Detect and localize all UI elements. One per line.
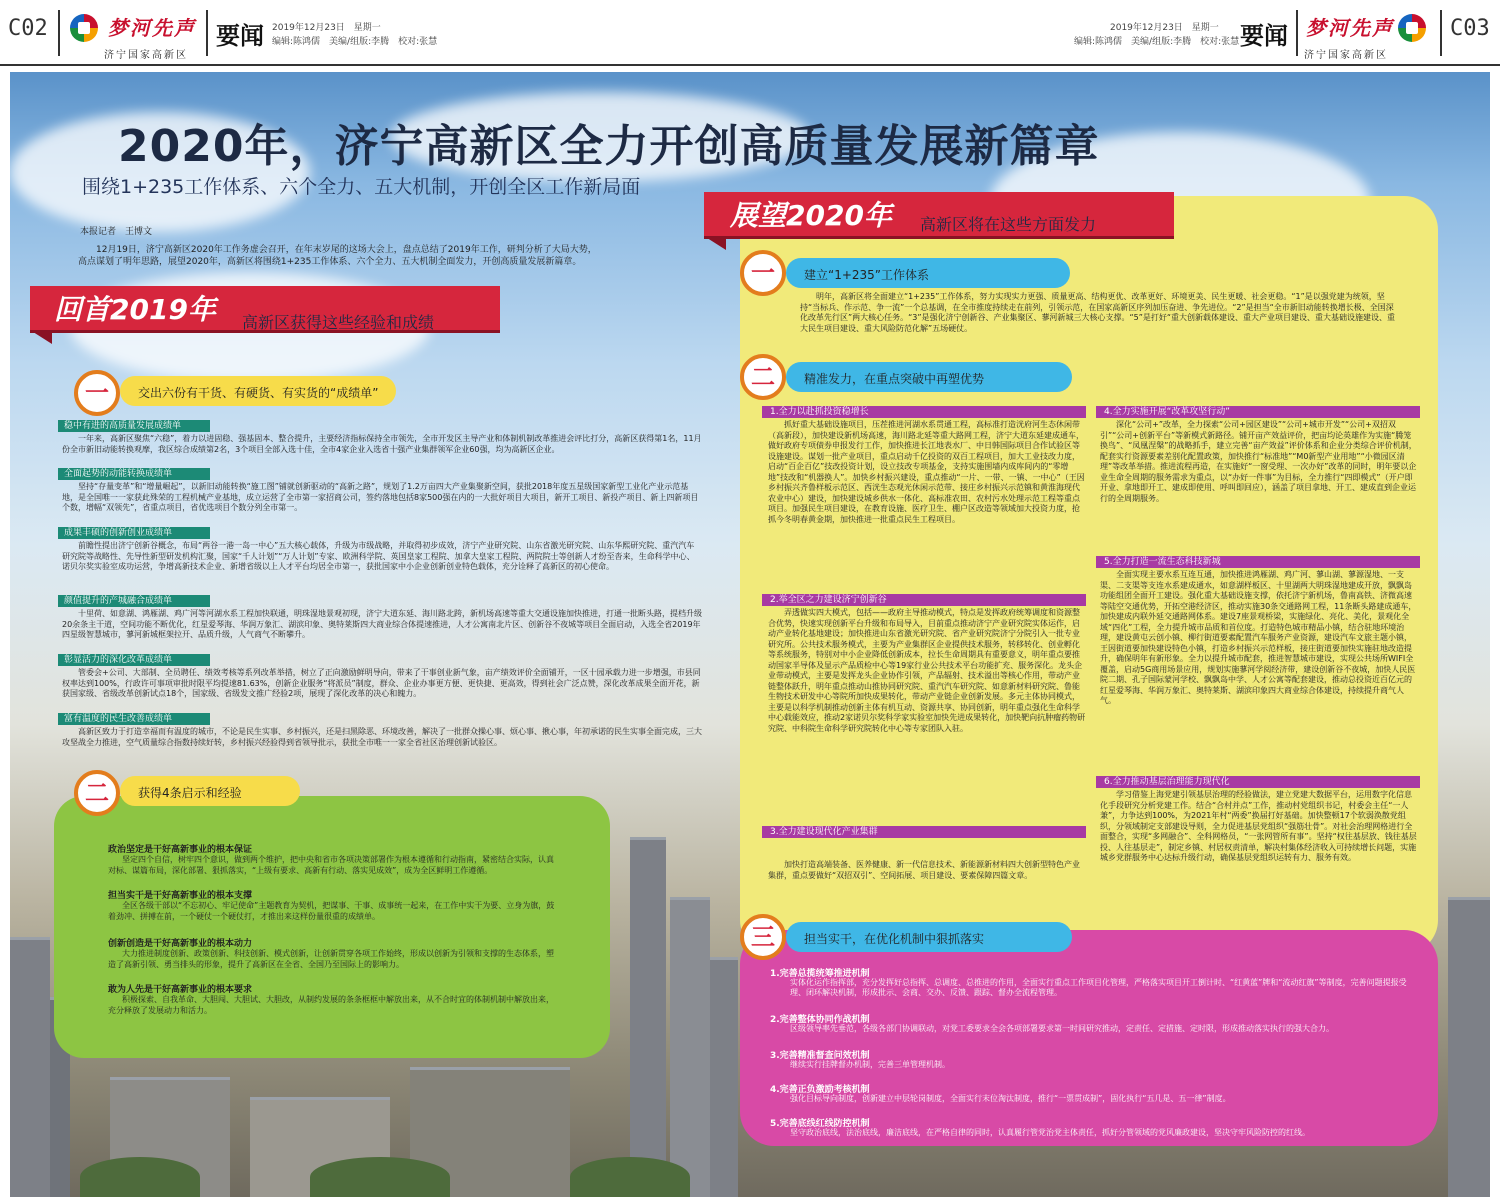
mechanism-title-2: 2.完善整体协同作战机制 (770, 1015, 870, 1025)
task-text-6: 学习借鉴上海党建引领基层治理的经验做法，建立党建大数据平台，运用数字化信息化手段研究分析党建工作。结合“合村并点”工作，推动村党组织书记，村委会主任“一人兼”，力争达到100%，为2021年村“两委”换届打好基础。加快整顿17个软弱涣散党组织，分领域制定支部建设导则，全力促进基层党组织“强筋壮骨”。对社会治理网格进行全面整合，实现“多网融合”、全科网格员，“一张网管所有事”。坚持“权往基层放、钱往基层投、人往基层走”，制定乡镇、村居权责清单，解决村集体经济收入可持续增长问题，实施城乡党群服务中心达标升级行动，确保基层党组织运转有力、服务有效。 (1100, 790, 1417, 862)
building (630, 837, 666, 1197)
mechanism-title-4: 4.完善正负激励考核机制 (770, 1085, 870, 1095)
banner-fold (30, 330, 52, 344)
divider (58, 10, 60, 56)
intro-paragraph: 12月19日，济宁高新区2020年工作务虚会召开，在年末岁尾的这场大会上，盘点总结了2019年工作，研判分析了大局大势，高点谋划了明年思路，展望2020年，高新区将围绕1+235工作体系、六个全力、五大机制全面发力，开创高质量发展新篇章。 (78, 245, 597, 267)
paper-sub: 济宁国家高新区 (1304, 50, 1388, 61)
achievement-text-3: 前瞻性提出济宁创新谷概念，布局“两谷一港一岛一中心”五大核心载体，升级为市级战略，并取得初步成效，济宁产业研究院、山东省激光研究院、山东华熙研究院、重汽汽车研究院等战略性、先导性新型研发机构汇聚，国家“千人计划”“万人计划”专家、欧洲科学院、英国皇家工程院、加拿大皇家工程院、两院院士等创新人才纷至沓来，生命科学中心、诺贝尔奖实验室成功运营，争增高新技术企业、新增省级以上人才平台均居全市第一，获批国家中小企业创新创业特色载体，充分诠释了高新区的初心使命。 (62, 541, 695, 571)
task-text-4: 深化“公司+”改革，全力探索“公司+园区建设”“公司+城市开发”“公司+双招双引”“公司+创新平台”等新模式新路径。铺开亩产效益评价，把亩均论英雄作为实施“腾笼换鸟”、“凤凰涅槃”的战略抓手，建立完善“亩产效益”评价体系和企业分类综合评价机制，配套实行资源要素差别化配置政策，加快推行“标准地”“M0新型产业用地”“小微园区清理”等改革举措。推进流程再造，在实施好“一窗受理、一次办好”改革的同时，明年要以企业生命全周期的服务需求为重点，以“办好一件事”为目标，全力推行“四即模式”（开户即开业、拿地即开工、建成即使用、呼叫即回应），涵盖了项目拿地、开工、建成直到企业运行的全周期服务。 (1100, 420, 1417, 503)
building (710, 957, 738, 1197)
lesson-text-3: 大力推进制度创新、政策创新、科技创新、模式创新，让创新贯穿各项工作始终，形成以创新为引领和支撑的生态体系，塑造了高新引领、勇当排头的形象，提升了高新区在全省、全国乃至国际上的影响力。 (108, 949, 554, 969)
outlook-1-pill: 建立“1+235”工作体系 (786, 258, 1070, 288)
achievement-text-5: 管委会+公司、大部制、全员聘任、绩效考核等系列改革举措，树立了正向激励鲜明导向，带来了干事创业新气象，亩产绩效评价全面铺开，一区十园承载力进一步增强，市县同权率达到100%，行政许可事项审批时限平均提速81.63%，创新企业服务“将派员”制度，群众、企业办事更方便、更快捷、更高效，得到社会广泛点赞，深化改革成果全面开花，新获国家级、省级改革创新试点18个，国家级、省级发文推广经验2项，展现了深化改革的决心和魄力。 (62, 668, 701, 698)
task-text-1: 抓好重大基础设施项目，压茬推进河湖水系贯通工程，高标准打造洸府河生态休闲带（高新段），加快建设新机场高速，海川路北延等重大路网工程，济宁大道东延建成通车，做好政府专项债券申报发行工作，加快推进长江地表水厂、中日韩国际项目合作试验区等设施建设。谋划一批产业项目，重点启动千亿投资的双百工程项目，加大工业技改力度，启动“百企百亿”技改投资计划，设立技改专项基金，支持实施围墙内成库间内的“零增地”技改和“机器换人”。加快乡村振兴建设，重点推动“一片、一带、一镇、一中心”（王因乡村振兴齐鲁样板示范区、西洸生态观光休闲示范带、接庄乡村振兴示范镇和黄淮海现代农业中心）建设，加快建设城乡供水一体化、高标准农田、农村污水处理示范工程等重点项目。加强民生项目建设，在教育设施、医疗卫生、棚户区改造等领域加大投资力度，抢抓今冬明春黄金期，加快推进一批重点民生工程项目。 (768, 420, 1085, 524)
building (10, 937, 50, 1197)
headline-title: 2020年，济宁高新区全力开创高质量发展新篇章 (118, 121, 1100, 172)
achievement-bar-4: 颜值提升的产城融合成绩单 (58, 595, 210, 607)
tree (570, 1157, 690, 1197)
mechanism-title-5: 5.完善底线红线防控机制 (770, 1119, 870, 1129)
reporter-byline: 本报记者 王博文 (80, 227, 153, 237)
task-bar-2: 2.举全区之力建设济宁创新谷 (762, 594, 1086, 606)
paper-name: 梦河先声 (1306, 16, 1394, 40)
outlook-1-text: 明年，高新区将全面建立“1+235”工作体系，努力实现实力更强、质量更高、结构更优、改革更好、环境更美、民生更暖、社会更稳。“1”是以强党建为统领，坚持“当标兵、作示范、争一流”一个总基调，在全市推度持续走在前列，引领示范，在国家高新区序列加压奋进、争先进位。“2”是担当“全市新旧动能转换增长极、全国深化改革先行区”两大核心任务。“3”是强化济宁创新谷、产业集聚区、蓼河新城三大核心支撑。“5”是打好“重大创新载体建设、重大产业项目建设、重大基础设施建设、重大民生项目建设、重大风险防范化解”五场硬仗。 (800, 292, 1396, 333)
task-text-5: 全面实现主要水系互连互通，加快推进鸿雁湖、鸡广河、蓼山湖、蓼源湿地、一支渠、二支渠等支连水系建成通水，如意湖样板区、十里湖两大明珠湿地建成开放，飘飘岛功能组团全面开工建设。强化重大基础设施支撑，依托济宁新机场，鲁南高铁、济微高速等陆空交通优势，开拓空港经济区，推动实施30条交通路网工程，11条断头路建成通车，加快建成内联外延交通路网体系。建设7座景观桥梁，实施绿化、亮化、美化，景观化全域“四化”工程，全力提升城市品质和首位度。打造特色城市精品小镇，结合驻地环境治理，建设黄屯云创小镇、柳行街道要素配置汽车服务产业资源，建设汽车文旅主题小镇，王因街道要加快建设特色小镇，打造乡村振兴示范样板，接庄街道要加快实施驻地改造提升，确保明年有新形象。全力以提升城市配套，推进智慧城市建设，实现公共场所WIFI全覆盖，启动5G商用场景应用，规划实施蓼河学阅经济带，建设创新谷不夜城，加快人民医院二期、孔子国际蒙河学校、飘飘岛中学、人才公寓等配套建设，推动总投资近百亿元的红星爱琴海、华润万象汇、奥特莱斯、湖滨印象四大商业综合体建设，持续提升商气人气。 (1100, 570, 1417, 705)
tree (310, 1157, 450, 1197)
lesson-text-2: 全区各级干部以“不忘初心、牢记使命”主题教育为契机，把谋事、干事、成事统一起来，在工作中实干为要、立身为旗，鼓着劲冲、拼搏在前，一个硬仗一个硬仗打，才推出来这样份量很重的成绩单。 (108, 901, 555, 921)
achievement-text-1: 一年来，高新区聚焦“六稳”，着力以进固稳、强基固本、整合提升，主要经济指标保持全市领先，全市开发区主导产业和体制机制改革推进会评比打分，高新区获得第1名，11月份全市新旧动能转换观摩，我区综合成绩第2名，3个项目全部入选十佳，全市4家企业入选省十强产业集群领军企业60强，均为高新区企业。 (62, 434, 702, 454)
mechanism-text-3: 继续实行挂牌督办机制，完善三单管理机制。 (790, 1060, 950, 1069)
achievement-bar-6: 富有温度的民生改善成绩单 (58, 713, 210, 725)
achievement-bar-1: 稳中有进的高质量发展成绩单 (58, 420, 210, 432)
banner-title: 展望2020年 (730, 199, 892, 232)
divider (1440, 10, 1442, 56)
achievement-bar-2: 全面起势的动能转换成绩单 (58, 468, 210, 480)
building (670, 897, 710, 1197)
tree (80, 1157, 200, 1197)
task-bar-6: 6.全力推动基层治理能力现代化 (1096, 776, 1420, 788)
task-bar-1: 1.全力以赴抓投资稳增长 (762, 406, 1086, 418)
paper-sub: 济宁国家高新区 (104, 50, 188, 61)
task-bar-3: 3.全力建设现代化产业集群 (762, 826, 1086, 838)
mechanism-title-3: 3.完善精准督查问效机制 (770, 1051, 870, 1061)
date-left: 2019年12月23日 星期一 (272, 23, 381, 33)
page-number-right: C03 (1450, 16, 1490, 41)
outlook-3-pill: 担当实干，在优化机制中狠抓落实 (786, 922, 1072, 952)
banner-subtitle: 高新区将在这些方面发力 (920, 215, 1097, 234)
page-header (0, 0, 1500, 66)
headline-subtitle: 围绕1+235工作体系、六个全力、五大机制，开创全区工作新局面 (82, 176, 641, 198)
task-bar-5: 5.全力打造一流生态科技新城 (1096, 556, 1420, 568)
mechanism-text-4: 强化目标导向制度，创新建立中层轮岗制度，全面实行末位淘汰制度，推行“一票贯成制”，固化执行“五几是、五一律”制度。 (790, 1094, 1231, 1103)
outlook-2-pill: 精准发力，在重点突破中再塑优势 (786, 362, 1072, 392)
paper-name: 梦河先声 (108, 16, 196, 40)
mechanism-text-2: 区级领导率先垂范，各级各部门协调联动，对党工委要求全会各项部署要求第一时间研究推动，定责任、定措施、定时限，形成推动落实执行的强大合力。 (790, 1024, 1334, 1033)
banner-title: 回首2019年 (54, 293, 216, 326)
banner-subtitle: 高新区获得这些经验和成绩 (242, 313, 435, 332)
date-right: 2019年12月23日 星期一 (1110, 23, 1219, 33)
mechanism-text-5: 坚守政治底线，法治底线，廉洁底线，在严格自律的同时，认真履行管党治党主体责任，抓好分管领域的党风廉政建设，坚决守牢风险防控的红线。 (790, 1128, 1310, 1137)
task-text-2: 弄透做实四大模式，包括——政府主导推动模式，特点是发挥政府统筹调度和资源整合优势，快速实现创新平台升级和布局导入，目前重点推动济宁产业研究院实体运作，启动产业转化基地建设；加快推进山东省激光研究院、省产业研究院济宁分院引入一批专业研究所。公共技术服务模式，主要为产业集群区企业提供技术服务，转移转化、创业孵化等系统服务，特别对中小企业降低创新成本，拉长生命周期具有重要意义，明年重点要推动国家半导体及显示产品质检中心等19家行业公共技术平台功能扩充、服务深化。龙头企业带动模式，主要是发挥龙头企业协作引领，产品辐射、技术溢出等核心作用，带动产业链整体跃升，明年重点推动山推协同研究院、重汽汽车研究院、如意新材料研究院、鲁能生物技术研发中心等院所加快成果转化，带动产业链企业创新发展。多元主体协同模式，主要是以科学机制推动创新主体有机互动、资源共享、协同创新，明年重点强化生命科学中心载能效应，推动2家诺贝尔奖科学家实验室加快先进成果转化，加快靶向抗肿瘤药物研究院、中科院生命科学研究院转化中心等专家团队入驻。 (768, 608, 1086, 733)
lesson-title-2: 担当实干是干好高新事业的根本支撑 (108, 891, 253, 901)
section-number-1: 一 (74, 370, 120, 416)
lesson-title-4: 敢为人先是干好高新事业的根本要求 (108, 985, 253, 995)
achievement-bar-5: 彰显活力的深化改革成绩单 (58, 654, 210, 666)
task-text-3: 加快打造高端装备、医养健康、新一代信息技术、新能源新材料四大创新型特色产业集群，重点要做好“双招双引”、空间拓展、项目建设、要素保障四篇文章。 (768, 860, 1080, 880)
outlook-2020-banner (704, 192, 1174, 236)
section-2-pill: 获得4条启示和经验 (120, 776, 300, 806)
mechanism-text-1: 实体化运作指挥部，充分发挥好总指挥、总调度、总推进的作用，全面实行重点工作项目化管理，严格落实项目开工倒计时、“红黄蓝”牌和“流动红旗”等制度，完善问题提报受理、闭环解决机制，形成批示、会商、交办、反馈、跟踪、督办全流程管理。 (790, 978, 1407, 997)
divider (206, 10, 208, 56)
outlook-number-2: 二 (740, 354, 786, 400)
masthead-logo-right (1300, 6, 1430, 62)
task-bar-4: 4.全力实施开展“改革攻坚行动” (1096, 406, 1420, 418)
lesson-text-4: 积极探索、自我革命、大胆闯、大胆试、大胆改，从制约发展的条条框框中解放出来，从不合时宜的体制机制中解放出来，充分释放了发展动力和活力。 (108, 995, 554, 1015)
lesson-text-1: 坚定四个自信，树牢四个意识，做到两个维护，把中央和省市各项决策部署作为根本遵循和行动指南，紧密结合实际，认真对标、谋篇布局，深化部署、狠抓落实，“上级有要求、高新有行动、落实见成效”，成为全区鲜明工作遵循。 (108, 855, 554, 875)
review-2019-banner (30, 286, 500, 330)
editors-left: 编辑:陈鸿儒 美编/组版:李腾 校对:张慧 (272, 37, 438, 47)
outlook-number-3: 三 (740, 914, 786, 960)
section-name-right: 要闻 (1240, 22, 1288, 50)
mechanism-title-1: 1.完善总揽统筹推进机制 (770, 969, 870, 979)
section-1-pill: 交出六份有干货、有硬货、有实货的“成绩单” (120, 376, 396, 406)
masthead-logo-left (68, 6, 198, 62)
section-number-2: 二 (74, 770, 120, 816)
divider (1296, 10, 1298, 56)
outlook-number-1: 一 (740, 250, 786, 296)
mechanism-panel (740, 930, 1438, 1146)
editors-right: 编辑:陈鸿儒 美编/组版:李腾 校对:张慧 (1074, 37, 1240, 47)
achievement-bar-3: 成果丰硕的创新创业成绩单 (58, 527, 210, 539)
lesson-title-1: 政治坚定是干好高新事业的根本保证 (108, 845, 253, 855)
page-number-left: C02 (8, 16, 48, 41)
building (1448, 897, 1490, 1197)
lesson-title-3: 创新创造是干好高新事业的根本动力 (108, 939, 253, 949)
achievement-text-4: 十里荷、如意湖、鸿雁湖、鸡广河等河湖水系工程加快联通，明珠湿地景观初现，济宁大道东延、海川路北跨，新机场高速等重大交通设施加快推进，打通一批断头路，提档升级20余条主干道，空间功能不断优化，红星爱琴海、华润万象汇、湖滨印象、奥特莱斯四大商业综合体提速推进，人才公寓南北片区、创新谷不夜城等项目全面启动，入选全省2019年四星级智慧城市，蓼河新城框架拉开、品质升级，人气商气不断攀升。 (62, 609, 702, 639)
lessons-panel (54, 796, 610, 1058)
achievement-text-2: 坚持“存量变革”和“增量崛起”，以新旧动能转换“施工图”铺就创新驱动的“高新之路”，规划了1.2万亩四大产业集聚新空间，获批2018年度五星级国家新型工业化产业示范基地，是全国唯一一家获此殊荣的工程机械产业基地，成立运营了全市第一家招商公司，签约落地包括8家500强在内的一大批好项目大项目，新开工项目、新投产项目、新上四新项目个数，增幅“双领先”，省重点项目，省优选项目个数分列全市第一。 (62, 482, 699, 512)
logo-icon (70, 14, 98, 42)
section-name-left: 要闻 (216, 22, 264, 50)
banner-fold (704, 236, 726, 250)
logo-icon (1398, 14, 1426, 42)
achievement-text-6: 高新区致力于打造幸福而有温度的城市，不论是民生实事、乡村振兴，还是扫黑除恶、环境改善，解决了一批群众操心事、烦心事、揪心事，年初承诺的民生实事全面完成，三大攻坚战全力推进，空气质量综合指数持续好转，乡村振兴经验得到省领导批示，获批全市唯一一家全省社区治理创新试验区。 (62, 727, 702, 747)
